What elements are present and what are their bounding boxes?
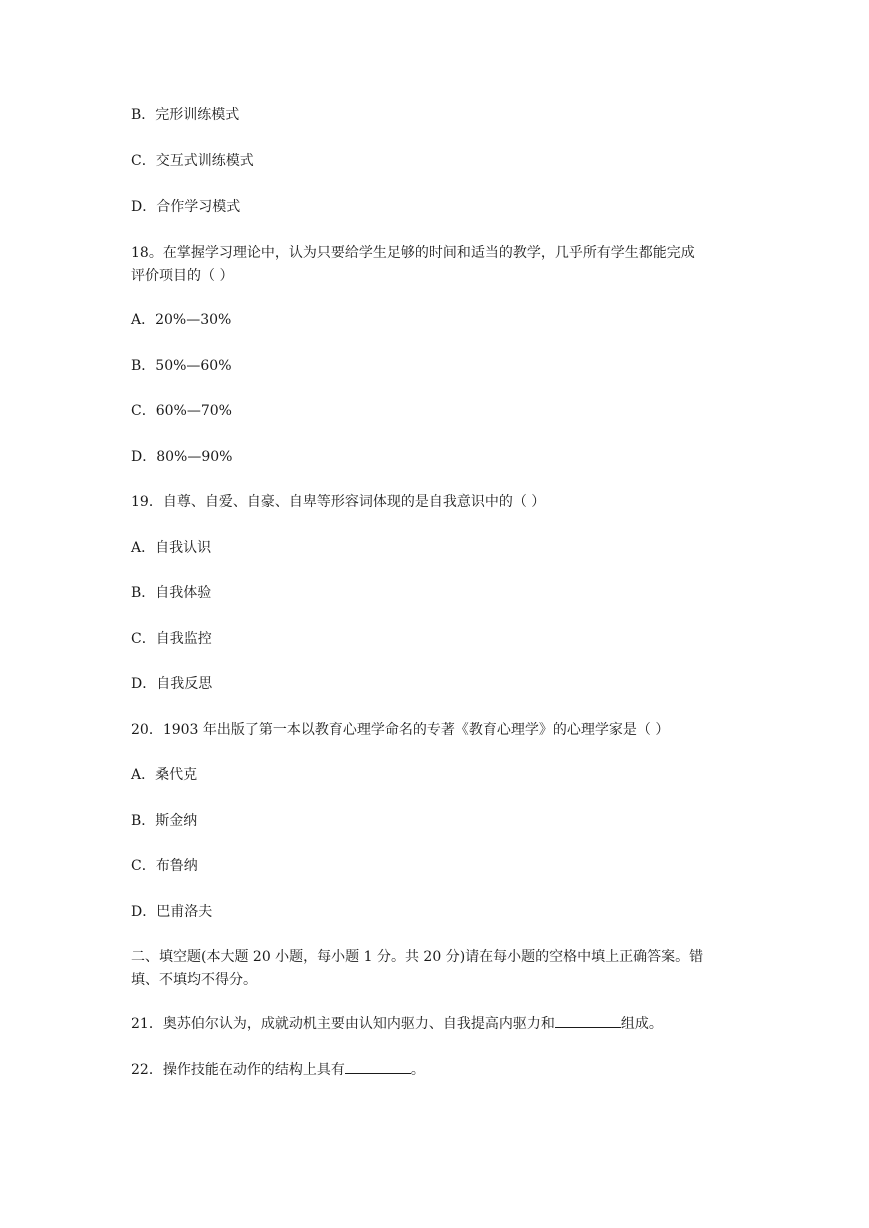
q18-option-c: C．60%—70% bbox=[131, 403, 232, 419]
q19-option-b: B．自我体验 bbox=[131, 585, 212, 601]
q18-stem-line2: 评价项目的（ ） bbox=[131, 268, 234, 284]
q22-answer-blank bbox=[345, 1061, 411, 1074]
q19-option-d: D．自我反思 bbox=[131, 676, 213, 692]
section2-line1: 二、填空题(本大题 20 小题，每小题 1 分。共 20 分)请在每小题的空格中填上正确答案。错 bbox=[131, 949, 704, 965]
q22-text-before: 22．操作技能在动作的结构上具有 bbox=[131, 1062, 345, 1078]
q21-text-before: 21．奥苏伯尔认为，成就动机主要由认知内驱力、自我提高内驱力和 bbox=[131, 1016, 555, 1032]
q22-stem bbox=[131, 1059, 425, 1082]
q18-option-a: A．20%—30% bbox=[131, 312, 232, 328]
q18-option-d: D．80%—90% bbox=[131, 449, 233, 465]
q17-option-c: C．交互式训练模式 bbox=[131, 153, 254, 169]
q20-option-c: C．布鲁纳 bbox=[131, 858, 198, 874]
q20-option-a: A．桑代克 bbox=[131, 767, 198, 783]
section2-heading bbox=[131, 946, 743, 992]
q18-stem-line1: 18。在掌握学习理论中，认为只要给学生足够的时间和适当的教学，几乎所有学生都能完成 bbox=[131, 245, 695, 261]
q17-option-d: D．合作学习模式 bbox=[131, 199, 241, 215]
q19-option-a: A．自我认识 bbox=[131, 540, 212, 556]
q20-option-b: B．斯金纳 bbox=[131, 813, 198, 829]
q18-stem bbox=[131, 242, 743, 288]
q17-option-b: B．完形训练模式 bbox=[131, 107, 240, 123]
q19-stem: 19．自尊、自爱、自豪、自卑等形容词体现的是自我意识中的（ ） bbox=[131, 494, 546, 510]
q18-option-b: B．50%—60% bbox=[131, 358, 232, 374]
q22-text-after: 。 bbox=[410, 1062, 425, 1078]
q21-text-after: 组成。 bbox=[620, 1016, 663, 1032]
q21-answer-blank bbox=[555, 1015, 621, 1028]
q20-stem: 20．1903 年出版了第一本以教育心理学命名的专著《教育心理学》的心理学家是（ ） bbox=[131, 722, 670, 738]
section2-line2: 填、不填均不得分。 bbox=[131, 972, 257, 988]
q21-stem bbox=[131, 1013, 663, 1036]
q19-option-c: C．自我监控 bbox=[131, 631, 212, 647]
q20-option-d: D．巴甫洛夫 bbox=[131, 904, 213, 920]
